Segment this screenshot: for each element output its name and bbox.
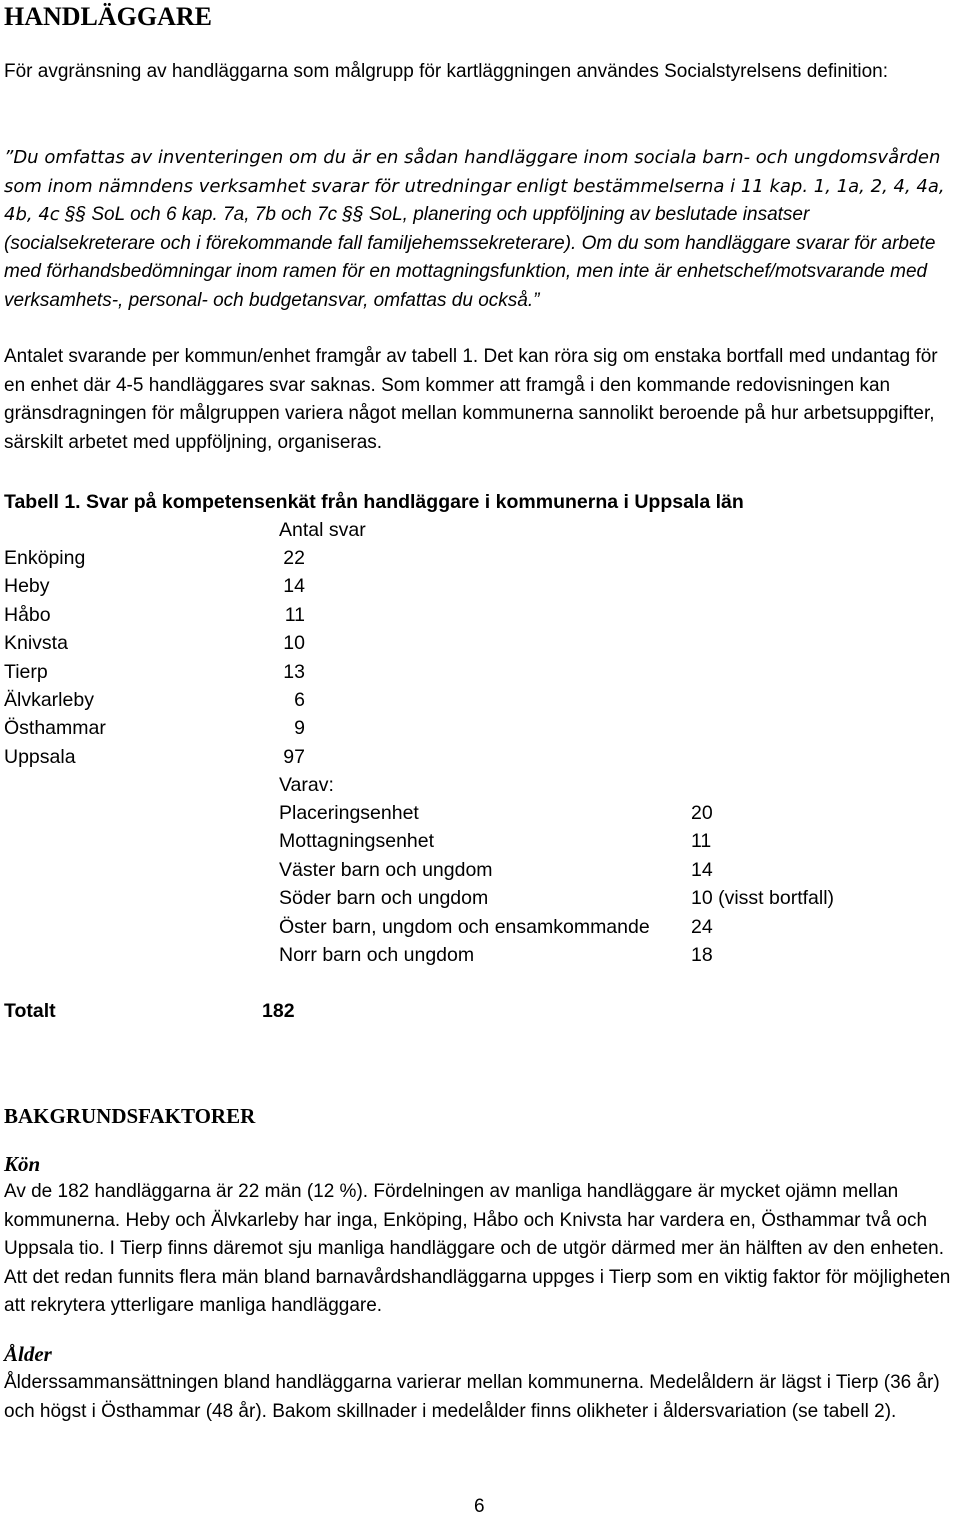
page-title: HANDLÄGGARE xyxy=(4,2,213,31)
alder-heading: Ålder xyxy=(4,1342,52,1366)
table-row-value: 13 xyxy=(283,660,305,683)
page-number: 6 xyxy=(474,1496,485,1517)
sub-row-name: Väster barn och ungdom xyxy=(279,858,493,881)
table-total-value: 182 xyxy=(262,1000,295,1022)
table-caption: Tabell 1. Svar på kompetensenkät från handläggare i kommunerna i Uppsala län xyxy=(4,491,744,513)
table-row-value: 22 xyxy=(283,547,305,569)
sub-row-value: 10 (visst bortfall) xyxy=(691,887,835,910)
kon-heading: Kön xyxy=(4,1152,41,1176)
quote-part-1: ”Du omfattas av inventeringen om du är en sådan handläggare inom sociala barn- och ungdomsvården som inom nämndens verksamhet svarar för utredningar enligt bestämmelserna i 11 kap. 1, 1a, 2, 4, 4a, 4b, 4c xyxy=(4,147,945,225)
table-row-name: Tierp xyxy=(4,660,48,683)
sub-row-name: Mottagningsenhet xyxy=(279,830,435,853)
table-row-value: 14 xyxy=(283,575,305,598)
sub-row-name: Söder barn och ungdom xyxy=(279,887,489,910)
table-row-value: 10 xyxy=(283,632,305,655)
kon-paragraph: Av de 182 handläggarna är 22 män (12 %). Fördelningen av manliga handläggare är mycket ojämn mellan kommunerna. Heby och Älvkarleby har inga, Enköping, Håbo och Knivsta har vardera en, Östhammar två och Uppsala tio. I Tierp finns däremot sju manliga handläggare och de utgör därmed mer än hälften av den enheten. Att det redan funnits flera män bland barnavårdshandläggarna uppges i Tierp som en viktig faktor för möjligheten att rekrytera ytterligare manliga handläggare. xyxy=(4,1181,951,1316)
table-row-name: Heby xyxy=(4,575,50,598)
table-column-header: Antal svar xyxy=(279,519,366,541)
table-row-name: Knivsta xyxy=(4,632,68,655)
section-heading: BAKGRUNDSFAKTORER xyxy=(4,1104,256,1128)
sub-row-name: Norr barn och ungdom xyxy=(279,944,475,966)
sub-row-value: 18 xyxy=(691,944,713,966)
sub-row-value: 24 xyxy=(691,915,713,938)
table-row-name: Älvkarleby xyxy=(4,689,94,711)
table-row-name: Östhammar xyxy=(4,717,106,740)
table-row-value: 9 xyxy=(294,717,305,740)
table-row-name: Uppsala xyxy=(4,745,76,768)
table-row-value: 11 xyxy=(284,603,305,626)
table-row-value: 6 xyxy=(294,689,305,711)
table-sub-header: Varav: xyxy=(279,774,334,796)
table-row-value: 97 xyxy=(283,745,305,768)
table-row-name: Håbo xyxy=(4,603,51,626)
table-row-name: Enköping xyxy=(4,547,86,569)
quote-part-2: §§ SoL och 6 kap. 7a, 7b och 7c §§ SoL, planering och uppföljning av beslutade insatser (socialsekreterare och i förekommande fall familjehemssekreterare). Om du som handläggare svarar för arbete med förhandsbedömningar inom ramen för en mottagningsfunktion, men inte är enhetschef/motsvarande med verksamhets-, personal- och budgetansvar, omfattas du också.” xyxy=(4,204,936,311)
table-total-label: Totalt xyxy=(4,1000,56,1022)
response-paragraph: Antalet svarande per kommun/enhet framgår av tabell 1. Det kan röra sig om enstaka bortfall med undantag för en enhet där 4-5 handläggares svar saknas. Som kommer att framgå i den kommande redovisningen kan gränsdragningen för målgruppen variera något mellan kommunerna sannolikt beroende på hur arbetsuppgifter, särskilt arbetet med uppföljning, organiseras. xyxy=(4,346,938,453)
sub-row-name: Placeringsenhet xyxy=(279,802,419,824)
sub-row-value: 14 xyxy=(691,858,713,881)
sub-row-value: 11 xyxy=(691,830,712,853)
sub-row-name: Öster barn, ungdom och ensamkommande xyxy=(279,915,650,938)
definition-quote xyxy=(4,144,956,315)
intro-paragraph: För avgränsning av handläggarna som målgrupp för kartläggningen användes Socialstyrelsens definition: xyxy=(4,61,889,82)
alder-paragraph: Ålderssammansättningen bland handläggarna varierar mellan kommunerna. Medelåldern är lägst i Tierp (36 år) och högst i Östhammar (48 år). Bakom skillnader i medelålder finns olikheter i åldersvariation (se tabell 2). xyxy=(4,1372,940,1422)
sub-row-value: 20 xyxy=(691,802,713,824)
